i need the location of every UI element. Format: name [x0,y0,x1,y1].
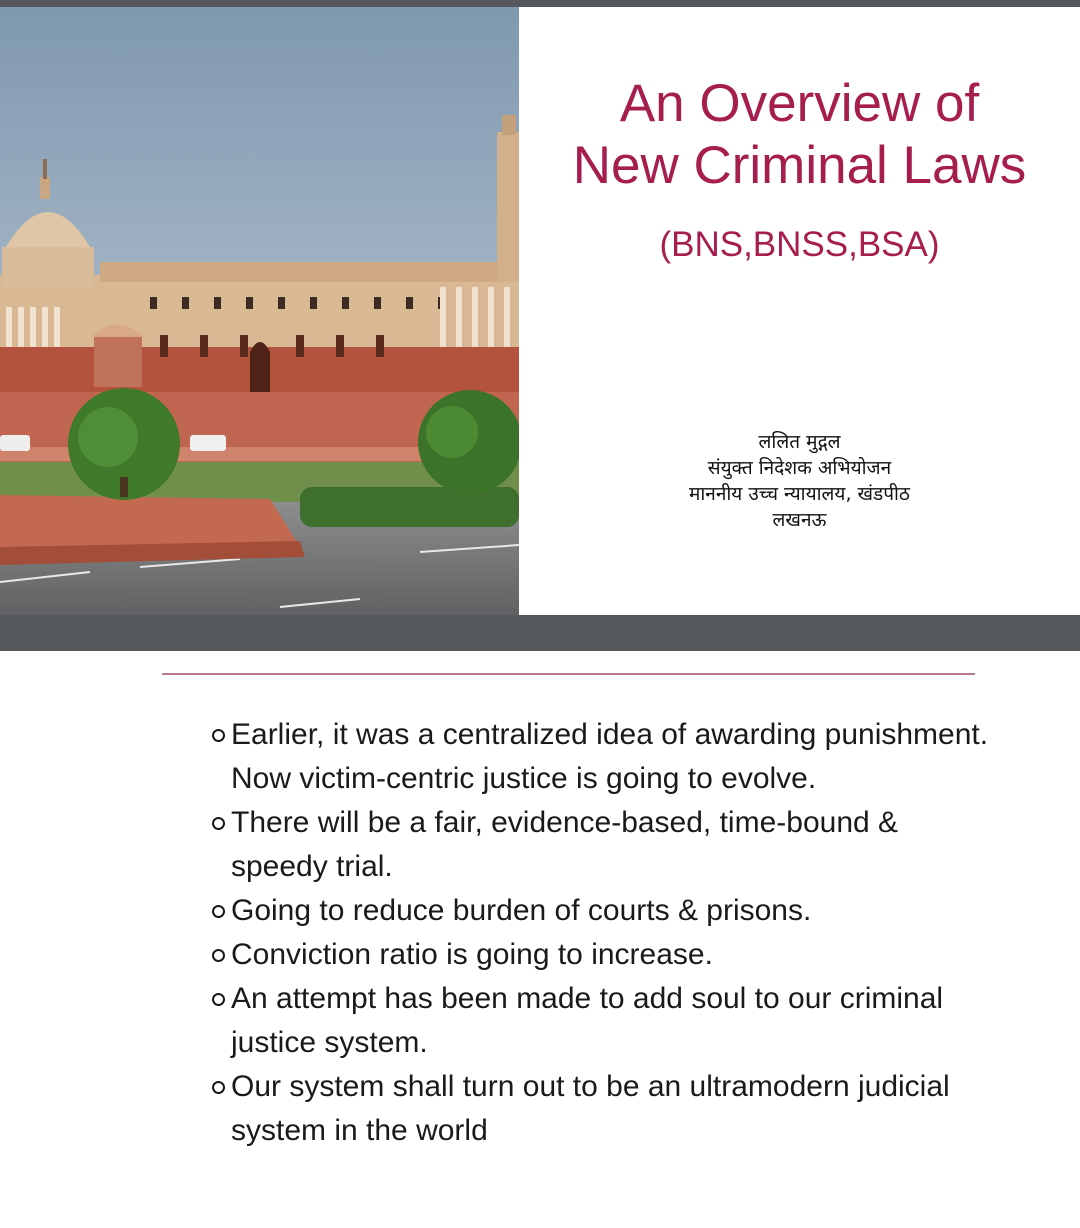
slide-subtitle: (BNS,BNSS,BSA) [659,225,940,264]
title-line-1: An Overview of [619,74,980,133]
hollow-circle-bullet-icon [212,993,225,1006]
top-strip [0,0,1080,7]
list-item [212,977,992,1065]
hollow-circle-bullet-icon [212,905,225,918]
list-item [212,933,992,977]
slide-separator-bar [0,615,1080,651]
bullet-text: Our system shall turn out to be an ultramodern judicial system in the world [231,1070,950,1147]
divider-line [162,673,975,675]
author-block [519,429,1080,533]
hollow-circle-bullet-icon [212,1081,225,1094]
title-slide [0,7,1080,615]
list-item [212,889,992,933]
bullet-list [212,713,992,1153]
author-name: ललित मुद्गल [758,431,841,453]
hollow-circle-bullet-icon [212,949,225,962]
title-line-2: New Criminal Laws [572,136,1027,195]
author-city: लखनऊ [772,509,827,531]
title-panel [519,7,1080,615]
list-item [212,801,992,889]
hollow-circle-bullet-icon [212,729,225,742]
hollow-circle-bullet-icon [212,817,225,830]
author-court: माननीय उच्च न्यायालय, खंडपीठ [689,483,910,505]
bullet-text: An attempt has been made to add soul to our criminal justice system. [231,982,944,1059]
slide-title [519,73,1080,197]
list-item [212,1065,992,1153]
content-slide [0,651,1080,1228]
bullet-text: Conviction ratio is going to increase. [231,938,713,971]
parliament-building-photo [0,7,519,615]
author-designation: संयुक्त निदेशक अभियोजन [707,457,892,479]
bullet-text: There will be a fair, evidence-based, time-bound & speedy trial. [231,806,899,883]
bullet-text: Earlier, it was a centralized idea of awarding punishment. Now victim-centric justice is going to evolve. [231,718,989,795]
list-item [212,713,992,801]
bullet-text: Going to reduce burden of courts & prisons. [231,894,812,927]
